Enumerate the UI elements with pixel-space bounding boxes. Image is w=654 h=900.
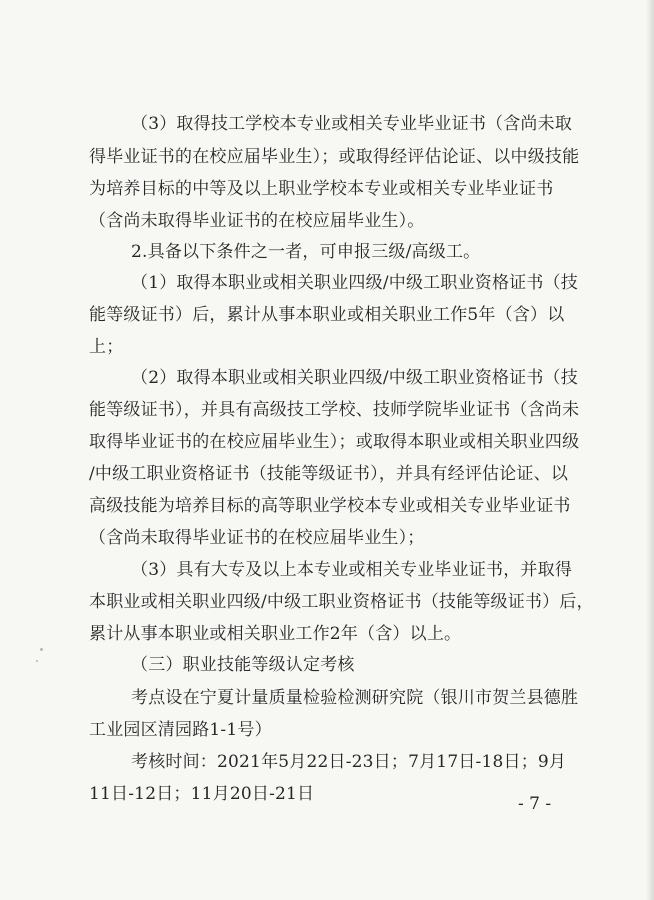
text-line: 为培养目标的中等及以上职业学校本专业或相关专业毕业证书 [89,179,554,199]
section-heading: （三）职业技能等级认定考核 [131,655,355,675]
text-line: 累计从事本职业或相关职业工作2年（含）以上。 [89,624,462,644]
text-line: 能等级证书），并具有高级技工学校、技师学院毕业证书（含尚未 [89,400,580,420]
text-line: /中级工职业资格证书（技能等级证书），并具有经评估论证、以 [89,464,569,484]
text-line: 高级技能为培养目标的高等职业学校本专业或相关专业毕业证书 [89,496,571,516]
text-line: 上； [89,337,124,357]
scan-edge-shadow [646,0,654,900]
text-line: （3）具有大专及以上本专业或相关专业毕业证书，并取得 [131,560,573,580]
text-line: 2.具备以下条件之一者，可申报三级/高级工。 [131,242,481,262]
text-line: 能等级证书）后，累计从事本职业或相关职业工作5年（含）以 [89,305,565,325]
text-line: （含尚未取得毕业证书的在校应届毕业生）； [89,528,425,548]
text-line: 工业园区清园路1-1号） [89,720,272,740]
text-line: （3）取得技工学校本专业或相关专业毕业证书（含尚未取 [131,114,573,134]
text-line: 考点设在宁夏计量质量检验检测研究院（银川市贺兰县德胜 [131,688,579,708]
text-line: 考核时间：2021年5月22日-23日；7月17日-18日；9月 [131,752,567,772]
text-line: 得毕业证书的在校应届毕业生）；或取得经评估论证、以中级技能 [89,147,580,167]
page-number: - 7 - [518,794,552,814]
text-line: （含尚未取得毕业证书的在校应届毕业生）。 [89,211,425,231]
text-line: 本职业或相关职业四级/中级工职业资格证书（技能等级证书）后， [89,592,594,612]
text-line: （2）取得本职业或相关职业四级/中级工职业资格证书（技 [131,368,578,388]
scan-speck [36,660,38,662]
scan-speck [40,648,43,651]
text-line: 11日-12日；11月20日-21日 [89,784,315,804]
text-line: 取得毕业证书的在校应届毕业生）；或取得本职业或相关职业四级 [89,432,580,452]
text-line: （1）取得本职业或相关职业四级/中级工职业资格证书（技 [131,273,578,293]
